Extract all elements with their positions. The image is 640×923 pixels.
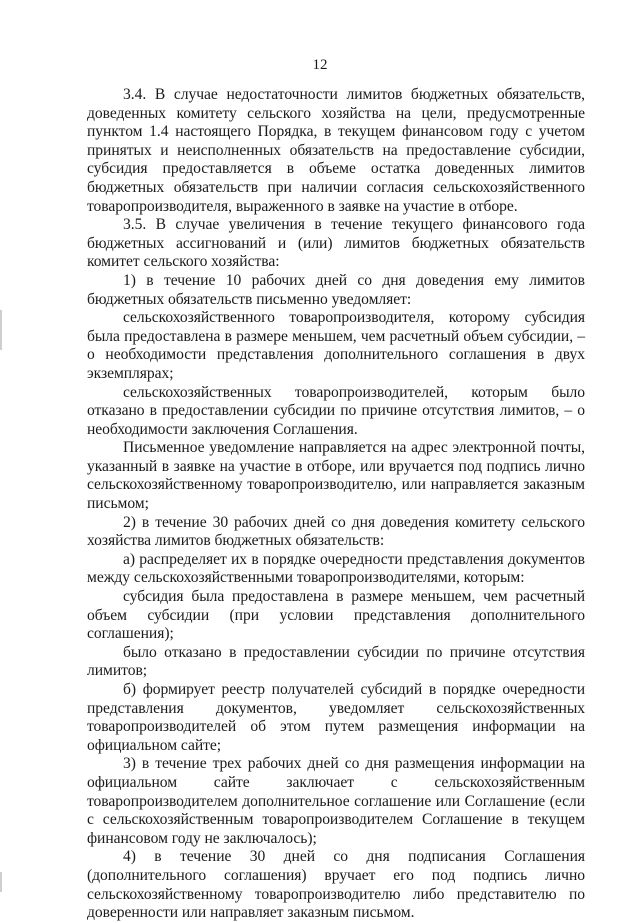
paragraph-item-2-b: б) формирует реестр получателей субсидий в порядке очередности представления документов, уведомляет сельскохозяйственных товаропроизводителей об этом путем размещения информации на официальном сайте; <box>87 681 585 754</box>
paragraph-3-5: 3.5. В случае увеличения в течение текущего финансового года бюджетных ассигнований и (или) лимитов бюджетных обязательств комитет сельского хозяйства: <box>87 216 585 271</box>
scan-edge-mark <box>0 872 2 892</box>
paragraph-item-3: 3) в течение трех рабочих дней со дня размещения информации на официальном сайте заключает с сельскохозяйственным товаропроизводителем дополнительное соглашение или Соглашение (если с сельскохозяйственным товаропроизводителем Соглашение в текущем финансовом году не заключалось); <box>87 755 585 847</box>
paragraph-item-1-a: сельскохозяйственного товаропроизводителя, которому субсидия была предоставлена в размере меньшем, чем расчетный объем субсидии, – о необходимости представления дополнительного соглашения в двух экземплярах; <box>87 309 585 382</box>
paragraph-item-2: 2) в течение 30 рабочих дней со дня доведения комитету сельского хозяйства лимитов бюджетных обязательств: <box>87 513 585 550</box>
paragraph-item-1-b: сельскохозяйственных товаропроизводителей, которым было отказано в предоставлении субсидии по причине отсутствия лимитов, – о необходимости заключения Соглашения. <box>87 383 585 438</box>
page-number: 12 <box>312 57 328 73</box>
paragraph-item-2-a-1: субсидия была предоставлена в размере меньшем, чем расчетный объем субсидии (при условии представления дополнительного соглашения); <box>87 588 585 643</box>
paragraph-notification: Письменное уведомление направляется на адрес электронной почты, указанный в заявке на участие в отборе, или вручается под подпись лично сельскохозяйственному товаропроизводителю, или направляется заказным письмом; <box>87 439 585 513</box>
document-body <box>87 86 585 923</box>
paragraph-item-2-a-2: было отказано в предоставлении субсидии по причине отсутствия лимитов; <box>87 643 585 680</box>
paragraph-3-4: 3.4. В случае недостаточности лимитов бюджетных обязательств, доведенных комитету сельского хозяйства на цели, предусмотренные пунктом 1.4 настоящего Порядка, в текущем финансовом году с учетом принятых и неисполненных обязательств на предоставление субсидии, субсидия предоставляется в объеме остатка доведенных лимитов бюджетных обязательств при наличии согласия сельскохозяйственного товаропроизводителя, выраженного в заявке на участие в отборе. <box>87 86 585 215</box>
scan-edge-mark <box>0 310 2 350</box>
paragraph-item-4: 4) в течение 30 дней со дня подписания Соглашения (дополнительного соглашения) вручает его под подпись лично сельскохозяйственному товаропроизводителю либо представителю по доверенности или направляет заказным письмом. <box>87 848 585 922</box>
paragraph-item-2-a: а) распределяет их в порядке очередности представления документов между сельскохозяйственными товаропроизводителями, которым: <box>87 550 585 587</box>
paragraph-item-1: 1) в течение 10 рабочих дней со дня доведения ему лимитов бюджетных обязательств письменно уведомляет: <box>87 271 585 308</box>
